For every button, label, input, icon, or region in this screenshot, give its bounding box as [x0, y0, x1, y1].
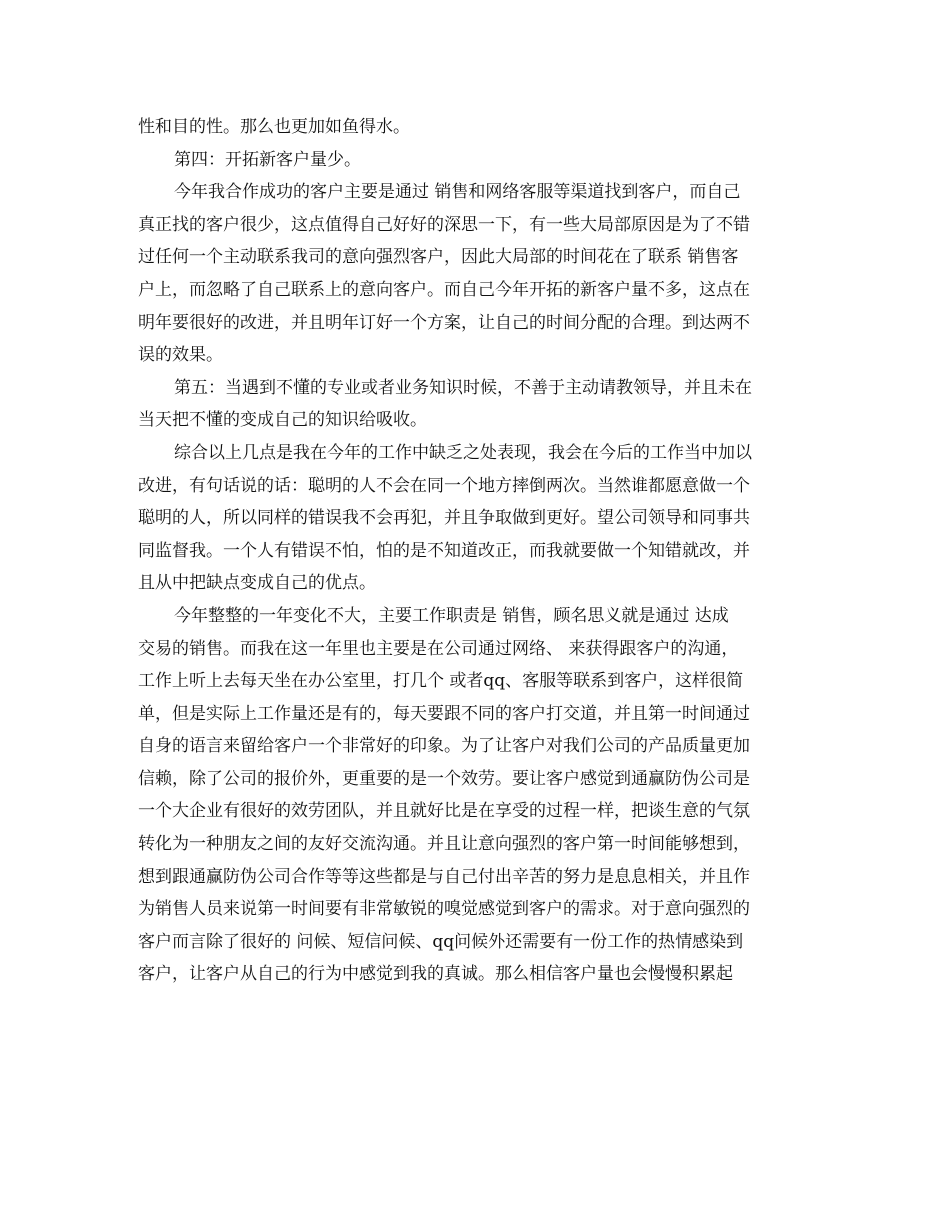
text-line: 单，但是实际上工作量还是有的，每天要跟不同的客户打交道，并且第一时间通过: [138, 703, 750, 724]
text-line: 且从中把缺点变成自己的优点。: [138, 573, 376, 594]
text-line: 第五：当遇到不懂的专业或者业务知识时候，不善于主动请教领导，并且未在: [174, 377, 752, 398]
text-line: 今年我合作成功的客户主要是通过 销售和网络客服等渠道找到客户，而自己: [174, 182, 741, 203]
document-body: [138, 111, 818, 991]
text-line: 客户，让客户从自己的行为中感觉到我的真诚。那么相信客户量也会慢慢积累起: [138, 964, 733, 985]
text-line: 工作上听上去每天坐在办公室里，打几个 或者qq、客服等联系到客户，这样很简: [138, 671, 744, 692]
text-line: 户上，而忽略了自己联系上的意向客户。而自己今年开拓的新客户量不多，这点在: [138, 279, 750, 300]
text-line: 客户而言除了很好的 问候、短信问候、qq问候外还需要有一份工作的热情感染到: [138, 931, 744, 952]
text-line: 改进，有句话说的话：聪明的人不会在同一个地方摔倒两次。当然谁都愿意做一个: [138, 475, 750, 496]
text-line: 第四：开拓新客户量少。: [174, 149, 361, 170]
text-line: 误的效果。: [138, 345, 223, 366]
text-line: 性和目的性。那么也更加如鱼得水。: [138, 117, 410, 137]
text-line: 信赖，除了公司的报价外，更重要的是一个效劳。要让客户感觉到通赢防伪公司是: [138, 768, 750, 789]
text-line: 综合以上几点是我在今年的工作中缺乏之处表现，我会在今后的工作当中加以: [174, 442, 752, 463]
text-line: 同监督我。一个人有错误不怕，怕的是不知道改正，而我就要做一个知错就改，并: [138, 540, 750, 561]
text-line: 交易的销售。而我在这一年里也主要是在公司通过网络、 来获得跟客户的沟通，: [138, 638, 739, 659]
text-line: 明年要很好的改进，并且明年订好一个方案，让自己的时间分配的合理。到达两不: [138, 312, 750, 333]
text-line: 当天把不懂的变成自己的知识给吸收。: [138, 410, 427, 431]
text-line: 过任何一个主动联系我司的意向强烈客户，因此大局部的时间花在了联系 销售客: [138, 247, 739, 268]
text-line: 转化为一种朋友之间的友好交流沟通。并且让意向强烈的客户第一时间能够想到，: [138, 834, 750, 855]
text-line: 想到跟通赢防伪公司合作等等这些都是与自己付出辛苦的努力是息息相关，并且作: [138, 866, 750, 887]
text-line: 自身的语言来留给客户一个非常好的印象。为了让客户对我们公司的产品质量更加: [138, 736, 750, 757]
text-line: 真正找的客户很少，这点值得自己好好的深思一下，有一些大局部原因是为了不错: [138, 214, 750, 235]
text-line: 聪明的人，所以同样的错误我不会再犯，并且争取做到更好。望公司领导和同事共: [138, 508, 750, 529]
text-line: 为销售人员来说第一时间要有非常敏锐的嗅觉感觉到客户的需求。对于意向强烈的: [138, 899, 750, 920]
text-line: 一个大企业有很好的效劳团队，并且就好比是在享受的过程一样，把谈生意的气氛: [138, 801, 750, 822]
text-line: 今年整整的一年变化不大，主要工作职责是 销售，顾名思义就是通过 达成: [174, 605, 729, 626]
